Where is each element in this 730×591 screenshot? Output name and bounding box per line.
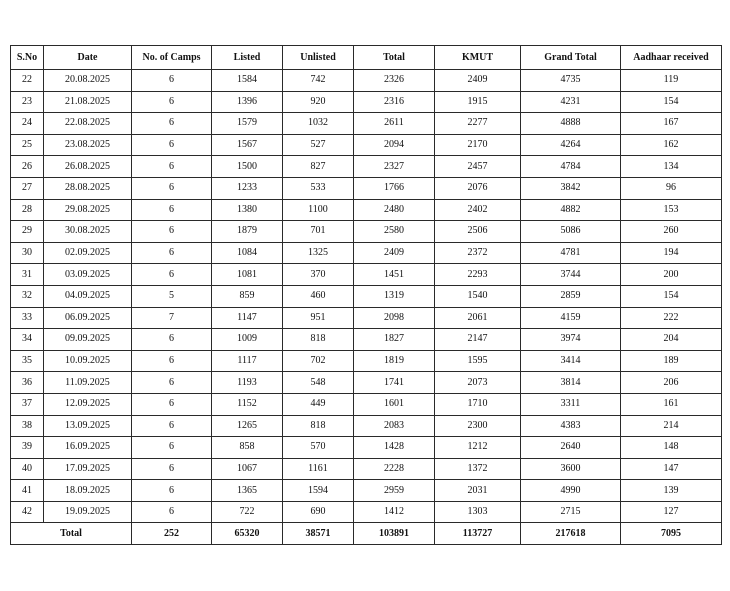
camps-cell: 7	[132, 307, 212, 329]
total-cell: 1601	[354, 393, 435, 415]
aadhaar-cell: 127	[621, 501, 722, 523]
total-cell: 1319	[354, 285, 435, 307]
sno-cell: 39	[11, 437, 44, 459]
listed-cell: 1265	[212, 415, 283, 437]
listed-cell: 1193	[212, 372, 283, 394]
total-cell: 1412	[354, 501, 435, 523]
listed-cell: 722	[212, 501, 283, 523]
header-sno: S.No	[11, 46, 44, 70]
camps-cell: 6	[132, 199, 212, 221]
sno-cell: 32	[11, 285, 44, 307]
listed-cell: 1567	[212, 134, 283, 156]
grand-total-cell: 2640	[521, 437, 621, 459]
unlisted-cell: 449	[283, 393, 354, 415]
aadhaar-cell: 153	[621, 199, 722, 221]
header-total: Total	[354, 46, 435, 70]
aadhaar-cell: 139	[621, 480, 722, 502]
kmut-cell: 2170	[435, 134, 521, 156]
aadhaar-cell: 148	[621, 437, 722, 459]
date-cell: 18.09.2025	[44, 480, 132, 502]
sno-cell: 37	[11, 393, 44, 415]
date-cell: 22.08.2025	[44, 113, 132, 135]
total-row	[11, 523, 722, 545]
kmut-cell: 1595	[435, 350, 521, 372]
unlisted-cell: 951	[283, 307, 354, 329]
aadhaar-cell: 214	[621, 415, 722, 437]
table-row	[11, 501, 722, 523]
date-cell: 03.09.2025	[44, 264, 132, 286]
sno-cell: 38	[11, 415, 44, 437]
aadhaar-cell: 154	[621, 91, 722, 113]
table-row	[11, 134, 722, 156]
aadhaar-cell: 96	[621, 177, 722, 199]
listed-cell: 1579	[212, 113, 283, 135]
date-cell: 09.09.2025	[44, 329, 132, 351]
date-cell: 29.08.2025	[44, 199, 132, 221]
sno-cell: 24	[11, 113, 44, 135]
listed-cell: 1380	[212, 199, 283, 221]
grand-total-cell: 2715	[521, 501, 621, 523]
grand-total-cell: 3974	[521, 329, 621, 351]
listed-cell: 1081	[212, 264, 283, 286]
table-row	[11, 307, 722, 329]
table-row	[11, 480, 722, 502]
listed-cell: 1117	[212, 350, 283, 372]
total-cell: 2083	[354, 415, 435, 437]
kmut-cell: 2031	[435, 480, 521, 502]
aadhaar-cell: 200	[621, 264, 722, 286]
listed-cell: 1365	[212, 480, 283, 502]
table-body	[11, 70, 722, 523]
total-cell: 2098	[354, 307, 435, 329]
camps-cell: 6	[132, 393, 212, 415]
total-cell: 2326	[354, 70, 435, 92]
kmut-cell: 2402	[435, 199, 521, 221]
total-cell: 2959	[354, 480, 435, 502]
grand-total-cell: 4735	[521, 70, 621, 92]
grand-total-cell: 4231	[521, 91, 621, 113]
header-listed: Listed	[212, 46, 283, 70]
total-cell: 2228	[354, 458, 435, 480]
date-cell: 13.09.2025	[44, 415, 132, 437]
grand-total-cell: 4882	[521, 199, 621, 221]
kmut-cell: 1372	[435, 458, 521, 480]
aadhaar-cell: 206	[621, 372, 722, 394]
camps-cell: 6	[132, 113, 212, 135]
header-aadhaar-received: Aadhaar received	[621, 46, 722, 70]
aadhaar-cell: 134	[621, 156, 722, 178]
total-cell: 1766	[354, 177, 435, 199]
table-row	[11, 242, 722, 264]
kmut-cell: 1212	[435, 437, 521, 459]
grand-total-cell: 4888	[521, 113, 621, 135]
date-cell: 02.09.2025	[44, 242, 132, 264]
kmut-cell: 2293	[435, 264, 521, 286]
sno-cell: 41	[11, 480, 44, 502]
table-row	[11, 70, 722, 92]
listed-cell: 859	[212, 285, 283, 307]
total-grand-total: 217618	[521, 523, 621, 545]
camps-cell: 6	[132, 415, 212, 437]
unlisted-cell: 818	[283, 415, 354, 437]
sno-cell: 36	[11, 372, 44, 394]
unlisted-cell: 1594	[283, 480, 354, 502]
camps-cell: 6	[132, 91, 212, 113]
date-cell: 06.09.2025	[44, 307, 132, 329]
sno-cell: 33	[11, 307, 44, 329]
camps-cell: 6	[132, 177, 212, 199]
grand-total-cell: 4990	[521, 480, 621, 502]
listed-cell: 1084	[212, 242, 283, 264]
camps-cell: 6	[132, 458, 212, 480]
unlisted-cell: 1100	[283, 199, 354, 221]
table-row	[11, 458, 722, 480]
sno-cell: 28	[11, 199, 44, 221]
unlisted-cell: 1032	[283, 113, 354, 135]
kmut-cell: 2300	[435, 415, 521, 437]
unlisted-cell: 701	[283, 221, 354, 243]
table-row	[11, 199, 722, 221]
grand-total-cell: 4781	[521, 242, 621, 264]
kmut-cell: 1303	[435, 501, 521, 523]
table-footer	[11, 523, 722, 545]
listed-cell: 1152	[212, 393, 283, 415]
aadhaar-cell: 162	[621, 134, 722, 156]
total-cell: 1741	[354, 372, 435, 394]
header-grand-total: Grand Total	[521, 46, 621, 70]
total-kmut: 113727	[435, 523, 521, 545]
camps-cell: 6	[132, 372, 212, 394]
total-camps: 252	[132, 523, 212, 545]
sno-cell: 35	[11, 350, 44, 372]
unlisted-cell: 690	[283, 501, 354, 523]
total-label: Total	[11, 523, 132, 545]
date-cell: 04.09.2025	[44, 285, 132, 307]
camps-cell: 6	[132, 329, 212, 351]
camps-cell: 6	[132, 70, 212, 92]
sno-cell: 30	[11, 242, 44, 264]
header-no-of-camps: No. of Camps	[132, 46, 212, 70]
total-cell: 2094	[354, 134, 435, 156]
listed-cell: 1396	[212, 91, 283, 113]
total-cell: 2316	[354, 91, 435, 113]
total-unlisted: 38571	[283, 523, 354, 545]
table-row	[11, 264, 722, 286]
total-cell: 1451	[354, 264, 435, 286]
aadhaar-cell: 119	[621, 70, 722, 92]
camps-cell: 6	[132, 350, 212, 372]
aadhaar-cell: 204	[621, 329, 722, 351]
date-cell: 30.08.2025	[44, 221, 132, 243]
kmut-cell: 2506	[435, 221, 521, 243]
kmut-cell: 2061	[435, 307, 521, 329]
total-aadhaar-received: 7095	[621, 523, 722, 545]
table-row	[11, 221, 722, 243]
grand-total-cell: 3414	[521, 350, 621, 372]
sno-cell: 23	[11, 91, 44, 113]
camps-cell: 6	[132, 437, 212, 459]
unlisted-cell: 702	[283, 350, 354, 372]
table-row	[11, 177, 722, 199]
grand-total-cell: 3744	[521, 264, 621, 286]
unlisted-cell: 1161	[283, 458, 354, 480]
kmut-cell: 2076	[435, 177, 521, 199]
unlisted-cell: 460	[283, 285, 354, 307]
unlisted-cell: 1325	[283, 242, 354, 264]
unlisted-cell: 570	[283, 437, 354, 459]
unlisted-cell: 533	[283, 177, 354, 199]
date-cell: 11.09.2025	[44, 372, 132, 394]
camps-cell: 6	[132, 264, 212, 286]
aadhaar-cell: 194	[621, 242, 722, 264]
sno-cell: 29	[11, 221, 44, 243]
unlisted-cell: 742	[283, 70, 354, 92]
table-row	[11, 156, 722, 178]
camps-cell: 6	[132, 156, 212, 178]
aadhaar-cell: 222	[621, 307, 722, 329]
date-cell: 21.08.2025	[44, 91, 132, 113]
listed-cell: 858	[212, 437, 283, 459]
date-cell: 16.09.2025	[44, 437, 132, 459]
camps-cell: 5	[132, 285, 212, 307]
table-header	[11, 46, 722, 70]
sno-cell: 26	[11, 156, 44, 178]
date-cell: 20.08.2025	[44, 70, 132, 92]
kmut-cell: 1710	[435, 393, 521, 415]
table-row	[11, 91, 722, 113]
listed-cell: 1584	[212, 70, 283, 92]
unlisted-cell: 370	[283, 264, 354, 286]
total-cell: 1428	[354, 437, 435, 459]
camps-cell: 6	[132, 501, 212, 523]
listed-cell: 1147	[212, 307, 283, 329]
kmut-cell: 2457	[435, 156, 521, 178]
grand-total-cell: 3842	[521, 177, 621, 199]
listed-cell: 1233	[212, 177, 283, 199]
sno-cell: 27	[11, 177, 44, 199]
table-row	[11, 113, 722, 135]
date-cell: 10.09.2025	[44, 350, 132, 372]
header-unlisted: Unlisted	[283, 46, 354, 70]
kmut-cell: 2147	[435, 329, 521, 351]
table-row	[11, 350, 722, 372]
camp-summary-table	[10, 45, 722, 545]
total-cell: 2480	[354, 199, 435, 221]
unlisted-cell: 548	[283, 372, 354, 394]
aadhaar-cell: 161	[621, 393, 722, 415]
camps-cell: 6	[132, 480, 212, 502]
grand-total-cell: 5086	[521, 221, 621, 243]
date-cell: 23.08.2025	[44, 134, 132, 156]
table-row	[11, 285, 722, 307]
table-row	[11, 329, 722, 351]
camps-cell: 6	[132, 242, 212, 264]
kmut-cell: 1915	[435, 91, 521, 113]
table-row	[11, 372, 722, 394]
listed-cell: 1879	[212, 221, 283, 243]
total-cell: 1827	[354, 329, 435, 351]
grand-total-cell: 4383	[521, 415, 621, 437]
listed-cell: 1067	[212, 458, 283, 480]
aadhaar-cell: 147	[621, 458, 722, 480]
unlisted-cell: 920	[283, 91, 354, 113]
table-row	[11, 415, 722, 437]
header-row	[11, 46, 722, 70]
aadhaar-cell: 167	[621, 113, 722, 135]
sno-cell: 40	[11, 458, 44, 480]
grand-total-cell: 3814	[521, 372, 621, 394]
total-cell: 2611	[354, 113, 435, 135]
grand-total-cell: 3311	[521, 393, 621, 415]
kmut-cell: 2409	[435, 70, 521, 92]
camps-cell: 6	[132, 221, 212, 243]
sno-cell: 42	[11, 501, 44, 523]
total-cell: 2327	[354, 156, 435, 178]
date-cell: 12.09.2025	[44, 393, 132, 415]
total-cell: 2409	[354, 242, 435, 264]
aadhaar-cell: 260	[621, 221, 722, 243]
aadhaar-cell: 189	[621, 350, 722, 372]
listed-cell: 1500	[212, 156, 283, 178]
date-cell: 28.08.2025	[44, 177, 132, 199]
total-cell: 2580	[354, 221, 435, 243]
unlisted-cell: 527	[283, 134, 354, 156]
total-listed: 65320	[212, 523, 283, 545]
date-cell: 19.09.2025	[44, 501, 132, 523]
grand-total-cell: 2859	[521, 285, 621, 307]
kmut-cell: 1540	[435, 285, 521, 307]
header-kmut: KMUT	[435, 46, 521, 70]
unlisted-cell: 827	[283, 156, 354, 178]
date-cell: 26.08.2025	[44, 156, 132, 178]
total-cell: 1819	[354, 350, 435, 372]
unlisted-cell: 818	[283, 329, 354, 351]
listed-cell: 1009	[212, 329, 283, 351]
kmut-cell: 2073	[435, 372, 521, 394]
kmut-cell: 2372	[435, 242, 521, 264]
date-cell: 17.09.2025	[44, 458, 132, 480]
total-total: 103891	[354, 523, 435, 545]
kmut-cell: 2277	[435, 113, 521, 135]
grand-total-cell: 4159	[521, 307, 621, 329]
table-row	[11, 437, 722, 459]
table-row	[11, 393, 722, 415]
aadhaar-cell: 154	[621, 285, 722, 307]
sno-cell: 25	[11, 134, 44, 156]
sno-cell: 34	[11, 329, 44, 351]
camp-report-sheet	[10, 45, 721, 545]
grand-total-cell: 4784	[521, 156, 621, 178]
grand-total-cell: 3600	[521, 458, 621, 480]
camps-cell: 6	[132, 134, 212, 156]
header-date: Date	[44, 46, 132, 70]
grand-total-cell: 4264	[521, 134, 621, 156]
sno-cell: 22	[11, 70, 44, 92]
sno-cell: 31	[11, 264, 44, 286]
